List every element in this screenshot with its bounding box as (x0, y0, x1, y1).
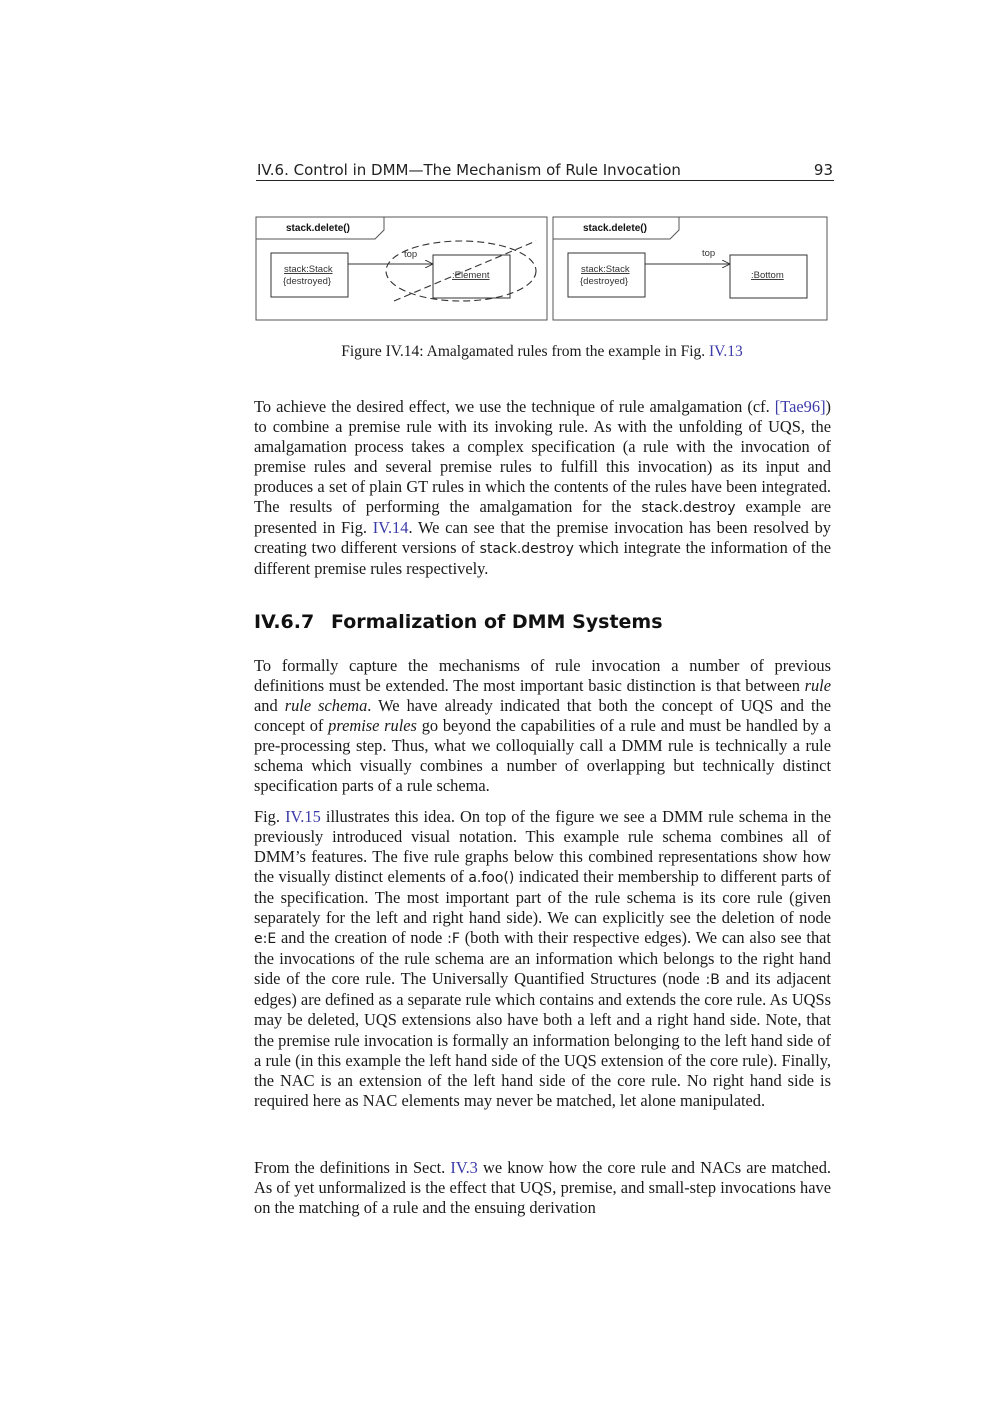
left-stack-name: stack:Stack (284, 264, 333, 275)
running-header (256, 160, 834, 181)
inline-code: stack.destroy (641, 500, 736, 517)
inline-code: stack.destroy (479, 541, 574, 558)
page-number: 93 (813, 161, 833, 179)
inline-code: a.foo() (468, 870, 515, 887)
paragraph-rule-schema: To formally capture the mechanisms of rule invocation a number of previous definitions must be extended. The most important basic distinction is that between rule and rule schema. We have already indicated that both the concept of UQS and the concept of premise rules go beyond the capabilities of a rule and must be handled by a pre-processing step. Thus, what we colloquially call a DMM rule is technically a rule schema which visually combines a number of overlapping but technically distinct specification parts of a rule schema. (254, 656, 831, 796)
citation-link[interactable]: [Tae96] (774, 397, 826, 416)
section-ref-link[interactable]: IV.3 (450, 1158, 478, 1177)
caption-figure-ref-link[interactable]: IV.13 (709, 343, 743, 360)
left-stack-state: {destroyed} (283, 276, 332, 287)
right-stack-state: {destroyed} (580, 276, 629, 287)
header-title: IV.6. Control in DMM—The Mechanism of Rule Invocation (257, 161, 681, 179)
inline-code: :B (705, 972, 720, 989)
figure-ref-link[interactable]: IV.15 (285, 807, 321, 826)
inline-code: :F (447, 931, 460, 948)
right-stack-name: stack:Stack (581, 264, 630, 275)
left-stack-node (271, 253, 348, 297)
section-title: Formalization of DMM Systems (331, 611, 663, 633)
right-rule-panel (553, 217, 827, 320)
figure-ref-link[interactable]: IV.14 (372, 518, 409, 538)
right-edge-label: top (702, 248, 716, 259)
right-frame-title: stack.delete() (583, 223, 647, 234)
section-heading (254, 611, 831, 633)
inline-code: e:E (254, 931, 277, 948)
paragraph-figure-explanation: Fig. IV.15 illustrates this idea. On top of the figure we see a DMM rule schema in the previously introduced visual notation. This example rule schema combines all of DMM’s features. The five rule graphs below this combined representations show how the visually distinct elements of a.foo() indicated their membership to different parts of the specification. The most important part of the rule schema is its core rule (given separately for the left and right hand side). We can explicitly see the deletion of node e:E and the creation of node :F (both with their respective edges). We can also see that the invocations of the rule schema are an information which belongs to the right hand side of the core rule. The Universally Quantified Structures (node :B and its adjacent edges) are defined as a separate rule which contains and extends the core rule. As UQSs may be deleted, UQS extensions also have both a left and a right hand side. Note, that the premise rule invocation is formally an information belonging to the left hand side of a rule (in this example the left hand side of the UQS extension of the core rule). Finally, the NAC is an extension of the left hand side of the core rule. No right hand side is required here as NAC elements may never be matched, let alone manipulated. (254, 807, 831, 1110)
paragraph-amalgamation: To achieve the desired effect, we use the technique of rule amalgamation (cf. [Tae96]) to combine a premise rule with its invoking rule. As with the unfolding of UQS, the amalgamation process takes a complex specification (a rule with the invocation of premise rules and several premise rules to fulfill this invocation) as its input and produces a set of plain GT rules in which the contents of the rules have been integrated. The results of performing the amalgamation for the stack.destroy example are presented in Fig. IV.14. We can see that the premise invocation has been resolved by creating two different versions of stack.destroy which integrate the information of the different premise rules respectively. (254, 397, 831, 579)
paragraph-definitions: From the definitions in Sect. IV.3 we know how the core rule and NACs are matched. As of yet unformalized is the effect that UQS, premise, and small-step invocations have on the matching of a rule and the ensuing derivation (254, 1158, 831, 1218)
right-stack-node (568, 253, 645, 297)
figure-amalgamated-rules (254, 214, 830, 324)
left-frame-title: stack.delete() (286, 223, 350, 234)
figure-caption: Figure IV.14: Amalgamated rules from the example in Fig. IV.13 (341, 343, 743, 360)
left-edge-label: top (404, 249, 418, 260)
left-element-label: :Element (452, 270, 490, 281)
section-number: IV.6.7 (254, 611, 315, 633)
right-bottom-label: :Bottom (751, 270, 784, 281)
left-rule-panel (256, 217, 547, 320)
